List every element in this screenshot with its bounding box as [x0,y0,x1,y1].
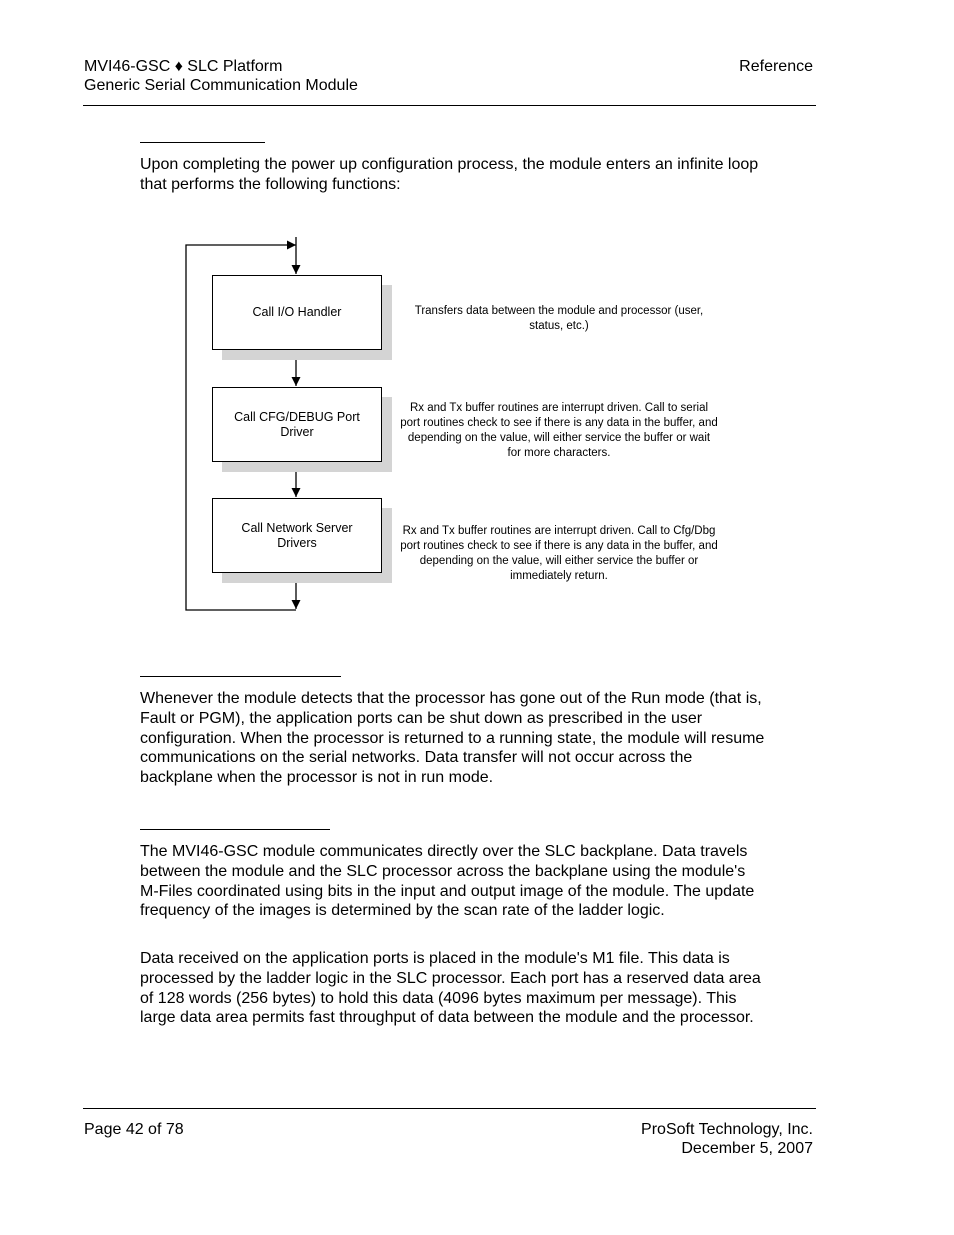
section3-para2: Data received on the application ports is placed in the module's M1 file. This data is processed by the ladder logic in the SLC processor. Each port has a reserved data area of 128 words (256 bytes) to hold this data (4096 bytes maximum per message). This large data area permits fast throughput of data between the module and the processor. [140,950,761,1027]
footer-date: December 5, 2007 [681,1140,813,1157]
flow-step-network-server-drivers: Call Network Server Drivers [212,498,382,573]
section1-body: Upon completing the power up configuration process, the module enters an infinite loop that performs the following functions: [140,156,759,193]
flow-step-cfg-debug-driver: Call CFG/DEBUG Port Driver [212,387,382,462]
footer-page-number: Page 42 of 78 [84,1121,184,1138]
flow-desc-io-handler: Transfers data between the module and processor (user, status, etc.) [414,305,704,332]
flow-desc-cfg-debug-driver: Rx and Tx buffer routines are interrupt driven. Call to serial port routines check to see if there is any data in the buffer, and depending on the value, will either service the buffer or wait for more characters. [400,402,718,459]
footer-rule [83,1108,816,1109]
footer-company: ProSoft Technology, Inc. [641,1121,813,1138]
header-section: Reference [739,58,813,75]
header-title-line2: Generic Serial Communication Module [84,77,358,94]
flow-step-io-handler: Call I/O Handler [212,275,382,350]
flow-desc-network-server-drivers: Rx and Tx buffer routines are interrupt driven. Call to Cfg/Dbg port routines check to see if there is any data in the buffer, and depending on the value, will either service the buffer or immediately return. [400,525,718,582]
footer-company-block [641,1120,813,1158]
header-title-line1: MVI46-GSC ♦ SLC Platform [84,58,283,75]
section3-heading-rule [140,829,330,830]
section3-para1: The MVI46-GSC module communicates directly over the SLC backplane. Data travels between the module and the SLC processor across the backplane using the module's M-Files coordinated using bits in the input and output image of the module. The update frequency of the images is determined by the scan rate of the ladder logic. [140,843,755,920]
section2-heading-rule [140,676,341,677]
section2-body: Whenever the module detects that the processor has gone out of the Run mode (that is, Fault or PGM), the application ports can be shut down as prescribed in the user configuration. When the processor is returned to a running state, the module will resume communications on the serial networks. Data transfer will not occur across the backplane when the processor is not in run mode. [140,690,765,787]
